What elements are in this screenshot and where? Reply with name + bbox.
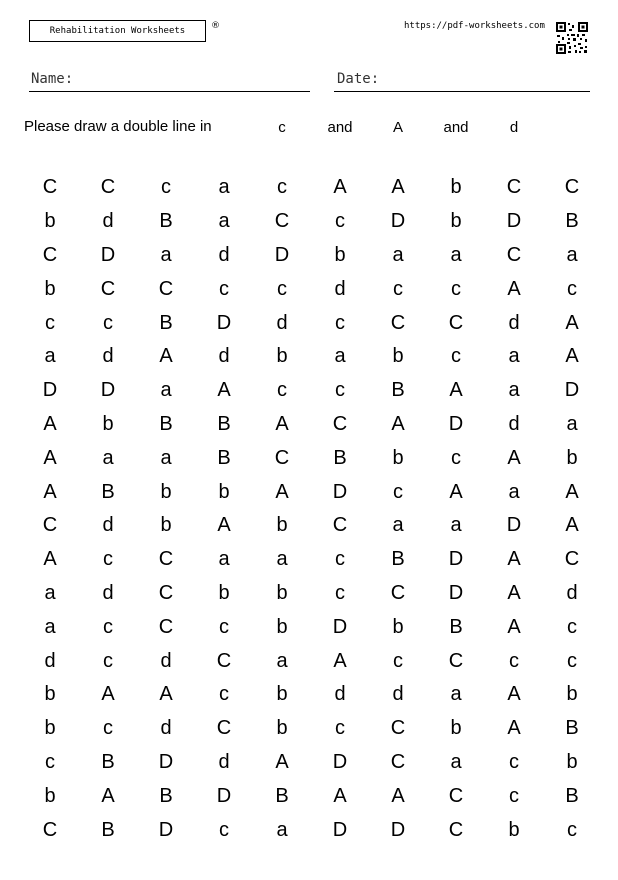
letter-cell[interactable]: b — [508, 818, 520, 841]
letter-cell[interactable]: A — [333, 176, 347, 199]
letter-cell[interactable]: C — [216, 717, 232, 740]
letter-cell[interactable]: C — [506, 243, 522, 266]
letter-cell[interactable]: C — [564, 176, 580, 199]
letter-cell[interactable]: c — [45, 750, 55, 773]
letter-cell[interactable]: B — [101, 818, 115, 841]
letter-cell[interactable]: b — [160, 480, 172, 503]
letter-cell[interactable]: a — [450, 514, 462, 537]
letter-cell[interactable]: c — [509, 784, 519, 807]
letter-cell[interactable]: A — [159, 345, 173, 368]
letter-cell[interactable]: c — [509, 750, 519, 773]
letter-cell[interactable]: b — [276, 514, 288, 537]
letter-cell[interactable]: C — [332, 514, 348, 537]
letter-cell[interactable]: D — [100, 379, 116, 402]
letter-cell[interactable]: d — [566, 581, 578, 604]
letter-cell[interactable]: b — [392, 615, 404, 638]
letter-cell[interactable]: A — [275, 412, 289, 435]
letter-cell[interactable]: b — [218, 581, 230, 604]
letter-cell[interactable]: a — [160, 243, 172, 266]
letter-cell[interactable]: b — [566, 446, 578, 469]
letter-cell[interactable]: b — [276, 581, 288, 604]
letter-cell[interactable]: B — [333, 446, 347, 469]
letter-cell[interactable]: a — [508, 379, 520, 402]
letter-cell[interactable]: b — [44, 683, 56, 706]
letter-cell[interactable]: A — [507, 615, 521, 638]
letter-cell[interactable]: d — [102, 345, 114, 368]
letter-cell[interactable]: A — [43, 446, 57, 469]
letter-cell[interactable]: A — [217, 379, 231, 402]
letter-cell[interactable]: A — [507, 446, 521, 469]
letter-cell[interactable]: C — [390, 311, 406, 334]
letter-cell[interactable]: B — [159, 784, 173, 807]
letter-cell[interactable]: c — [103, 649, 113, 672]
letter-cell[interactable]: C — [100, 277, 116, 300]
letter-cell[interactable]: c — [219, 615, 229, 638]
letter-cell[interactable]: c — [277, 277, 287, 300]
letter-cell[interactable]: B — [391, 548, 405, 571]
name-label: Name: — [31, 71, 74, 87]
letter-cell[interactable]: B — [565, 717, 579, 740]
letter-cell[interactable]: b — [102, 412, 114, 435]
letter-cell[interactable]: C — [42, 514, 58, 537]
letter-cell[interactable]: c — [335, 548, 345, 571]
letter-cell[interactable]: c — [103, 615, 113, 638]
letter-cell[interactable]: C — [390, 581, 406, 604]
letter-cell[interactable]: a — [276, 649, 288, 672]
letter-cell[interactable]: d — [102, 514, 114, 537]
letter-cell[interactable]: B — [217, 412, 231, 435]
letter-cell[interactable]: a — [44, 615, 56, 638]
letter-cell[interactable]: D — [100, 243, 116, 266]
letter-cell[interactable]: C — [158, 581, 174, 604]
letter-cell[interactable]: a — [160, 379, 172, 402]
letter-cell[interactable]: c — [393, 277, 403, 300]
letter-cell[interactable]: c — [335, 581, 345, 604]
letter-cell[interactable]: A — [565, 514, 579, 537]
letter-cell[interactable]: b — [566, 750, 578, 773]
letter-cell[interactable]: A — [101, 683, 115, 706]
letter-cell[interactable]: A — [391, 412, 405, 435]
letter-cell[interactable]: d — [508, 412, 520, 435]
letter-cell[interactable]: c — [103, 311, 113, 334]
letter-cell[interactable]: B — [565, 210, 579, 233]
name-line[interactable] — [29, 91, 310, 92]
connector-word: and — [443, 119, 469, 136]
letter-cell[interactable]: a — [44, 581, 56, 604]
letter-cell[interactable]: D — [448, 412, 464, 435]
letter-cell[interactable]: B — [275, 784, 289, 807]
letter-cell[interactable]: c — [509, 649, 519, 672]
letter-cell[interactable]: C — [448, 649, 464, 672]
letter-cell[interactable]: A — [507, 581, 521, 604]
letter-cell[interactable]: c — [335, 717, 345, 740]
letter-cell[interactable]: a — [566, 412, 578, 435]
letter-cell[interactable]: a — [334, 345, 346, 368]
letter-cell[interactable]: c — [219, 683, 229, 706]
letter-cell[interactable]: D — [564, 379, 580, 402]
letter-cell[interactable]: D — [158, 750, 174, 773]
letter-cell[interactable]: b — [160, 514, 172, 537]
letter-cell[interactable]: d — [218, 345, 230, 368]
letter-cell[interactable]: b — [44, 210, 56, 233]
letter-cell[interactable]: a — [218, 548, 230, 571]
letter-cell[interactable]: c — [567, 615, 577, 638]
letter-cell[interactable]: b — [334, 243, 346, 266]
letter-cell[interactable]: D — [274, 243, 290, 266]
letter-cell[interactable]: a — [276, 548, 288, 571]
letter-cell[interactable]: c — [451, 345, 461, 368]
letter-cell[interactable]: d — [334, 683, 346, 706]
letter-cell[interactable]: d — [334, 277, 346, 300]
letter-cell[interactable]: A — [333, 649, 347, 672]
letter-cell[interactable]: A — [507, 683, 521, 706]
letter-cell[interactable]: a — [44, 345, 56, 368]
letter-cell[interactable]: c — [161, 176, 171, 199]
letter-cell[interactable]: a — [218, 210, 230, 233]
letter-cell[interactable]: D — [448, 548, 464, 571]
letter-cell[interactable]: C — [274, 210, 290, 233]
letter-cell[interactable]: D — [332, 615, 348, 638]
letter-cell[interactable]: A — [275, 480, 289, 503]
letter-cell[interactable]: a — [392, 243, 404, 266]
letter-cell[interactable]: D — [448, 581, 464, 604]
instruction-text: Please draw a double line in — [24, 118, 212, 135]
letter-cell[interactable]: C — [158, 277, 174, 300]
letter-cell[interactable]: C — [274, 446, 290, 469]
letter-cell[interactable]: c — [103, 548, 113, 571]
letter-cell[interactable]: c — [567, 277, 577, 300]
letter-cell[interactable]: b — [276, 615, 288, 638]
letter-cell[interactable]: b — [276, 683, 288, 706]
target-letter: c — [278, 119, 286, 136]
letter-cell[interactable]: d — [218, 243, 230, 266]
letter-cell[interactable]: c — [277, 379, 287, 402]
letter-cell[interactable]: D — [390, 818, 406, 841]
letter-cell[interactable]: a — [392, 514, 404, 537]
date-line[interactable] — [334, 91, 590, 92]
letter-cell[interactable]: d — [160, 717, 172, 740]
letter-cell[interactable]: D — [332, 818, 348, 841]
letter-cell[interactable]: a — [450, 243, 462, 266]
letter-cell[interactable]: A — [391, 784, 405, 807]
letter-cell[interactable]: a — [218, 176, 230, 199]
letter-cell[interactable]: A — [507, 548, 521, 571]
letter-cell[interactable]: D — [216, 784, 232, 807]
connector-word: and — [327, 119, 353, 136]
letter-cell[interactable]: A — [565, 345, 579, 368]
letter-cell[interactable]: A — [507, 277, 521, 300]
letter-cell[interactable]: B — [217, 446, 231, 469]
letter-cell[interactable]: A — [159, 683, 173, 706]
letter-cell[interactable]: B — [565, 784, 579, 807]
letter-cell[interactable]: A — [101, 784, 115, 807]
letter-cell[interactable]: a — [160, 446, 172, 469]
letter-cell[interactable]: C — [158, 548, 174, 571]
letter-cell[interactable]: C — [42, 818, 58, 841]
target-letter: d — [509, 119, 519, 136]
letter-cell[interactable]: b — [276, 717, 288, 740]
registered-mark: ® — [211, 21, 220, 31]
letter-cell[interactable]: c — [45, 311, 55, 334]
target-letter: A — [392, 119, 404, 136]
letter-cell[interactable]: A — [391, 176, 405, 199]
letter-grid — [21, 171, 601, 847]
letter-cell[interactable]: d — [392, 683, 404, 706]
letter-cell[interactable]: A — [333, 784, 347, 807]
letter-cell[interactable]: d — [508, 311, 520, 334]
letter-cell[interactable]: A — [43, 412, 57, 435]
letter-cell[interactable]: d — [160, 649, 172, 672]
letter-cell[interactable]: D — [506, 514, 522, 537]
letter-cell[interactable]: B — [101, 750, 115, 773]
letter-cell[interactable]: c — [219, 818, 229, 841]
letter-cell[interactable]: A — [449, 480, 463, 503]
letter-cell[interactable]: D — [332, 750, 348, 773]
qr-code-icon — [556, 22, 588, 54]
letter-cell[interactable]: C — [448, 818, 464, 841]
letter-cell[interactable]: b — [392, 446, 404, 469]
letter-cell[interactable]: B — [159, 311, 173, 334]
letter-cell[interactable]: C — [390, 717, 406, 740]
letter-cell[interactable]: a — [508, 345, 520, 368]
letter-cell[interactable]: B — [391, 379, 405, 402]
letter-cell[interactable]: C — [332, 412, 348, 435]
letter-cell[interactable]: c — [451, 277, 461, 300]
letter-cell[interactable]: D — [332, 480, 348, 503]
letter-cell[interactable]: A — [565, 311, 579, 334]
letter-cell[interactable]: C — [506, 176, 522, 199]
site-url[interactable]: https://pdf-worksheets.com — [404, 21, 545, 31]
letter-cell[interactable]: A — [217, 514, 231, 537]
letter-cell[interactable]: d — [218, 750, 230, 773]
letter-cell[interactable]: b — [566, 683, 578, 706]
letter-cell[interactable]: A — [507, 717, 521, 740]
letter-cell[interactable]: a — [508, 480, 520, 503]
letter-cell[interactable]: a — [102, 446, 114, 469]
letter-cell[interactable]: d — [276, 311, 288, 334]
letter-cell[interactable]: a — [450, 683, 462, 706]
letter-cell[interactable]: D — [506, 210, 522, 233]
letter-cell[interactable]: b — [392, 345, 404, 368]
date-label: Date: — [337, 71, 380, 87]
letter-cell[interactable]: D — [216, 311, 232, 334]
letter-cell[interactable]: c — [277, 176, 287, 199]
letter-cell[interactable]: A — [275, 750, 289, 773]
letter-cell[interactable]: c — [103, 717, 113, 740]
letter-cell[interactable]: b — [276, 345, 288, 368]
letter-cell[interactable]: D — [42, 379, 58, 402]
letter-cell[interactable]: c — [335, 311, 345, 334]
letter-cell[interactable]: A — [43, 480, 57, 503]
letter-cell[interactable]: B — [159, 210, 173, 233]
letter-cell[interactable]: D — [158, 818, 174, 841]
letter-cell[interactable]: c — [219, 277, 229, 300]
worksheet-title: Rehabilitation Worksheets — [29, 20, 206, 42]
letter-cell[interactable]: b — [450, 717, 462, 740]
letter-cell[interactable]: C — [390, 750, 406, 773]
letter-cell[interactable]: d — [102, 581, 114, 604]
letter-cell[interactable]: a — [450, 750, 462, 773]
letter-cell[interactable]: d — [44, 649, 56, 672]
letter-cell[interactable]: c — [335, 379, 345, 402]
letter-cell[interactable]: c — [567, 818, 577, 841]
letter-cell[interactable]: C — [100, 176, 116, 199]
letter-cell[interactable]: C — [42, 176, 58, 199]
letter-cell[interactable]: A — [449, 379, 463, 402]
letter-cell[interactable]: A — [565, 480, 579, 503]
letter-cell[interactable]: a — [276, 818, 288, 841]
letter-cell[interactable]: B — [101, 480, 115, 503]
target-letters — [0, 119, 618, 139]
letter-cell[interactable]: C — [158, 615, 174, 638]
letter-cell[interactable]: B — [449, 615, 463, 638]
letter-cell[interactable]: b — [44, 277, 56, 300]
letter-cell[interactable]: D — [390, 210, 406, 233]
letter-cell[interactable]: c — [335, 210, 345, 233]
letter-cell[interactable]: B — [159, 412, 173, 435]
letter-cell[interactable]: b — [450, 176, 462, 199]
letter-cell[interactable]: A — [43, 548, 57, 571]
letter-cell[interactable]: C — [216, 649, 232, 672]
letter-cell[interactable]: b — [44, 784, 56, 807]
letter-cell[interactable]: b — [450, 210, 462, 233]
letter-cell[interactable]: c — [567, 649, 577, 672]
letter-cell[interactable]: a — [566, 243, 578, 266]
letter-cell[interactable]: C — [448, 311, 464, 334]
letter-cell[interactable]: C — [42, 243, 58, 266]
letter-cell[interactable]: b — [44, 717, 56, 740]
letter-cell[interactable]: c — [393, 649, 403, 672]
letter-cell[interactable]: c — [393, 480, 403, 503]
letter-cell[interactable]: d — [102, 210, 114, 233]
letter-cell[interactable]: b — [218, 480, 230, 503]
letter-cell[interactable]: C — [448, 784, 464, 807]
letter-cell[interactable]: c — [451, 446, 461, 469]
letter-cell[interactable]: C — [564, 548, 580, 571]
